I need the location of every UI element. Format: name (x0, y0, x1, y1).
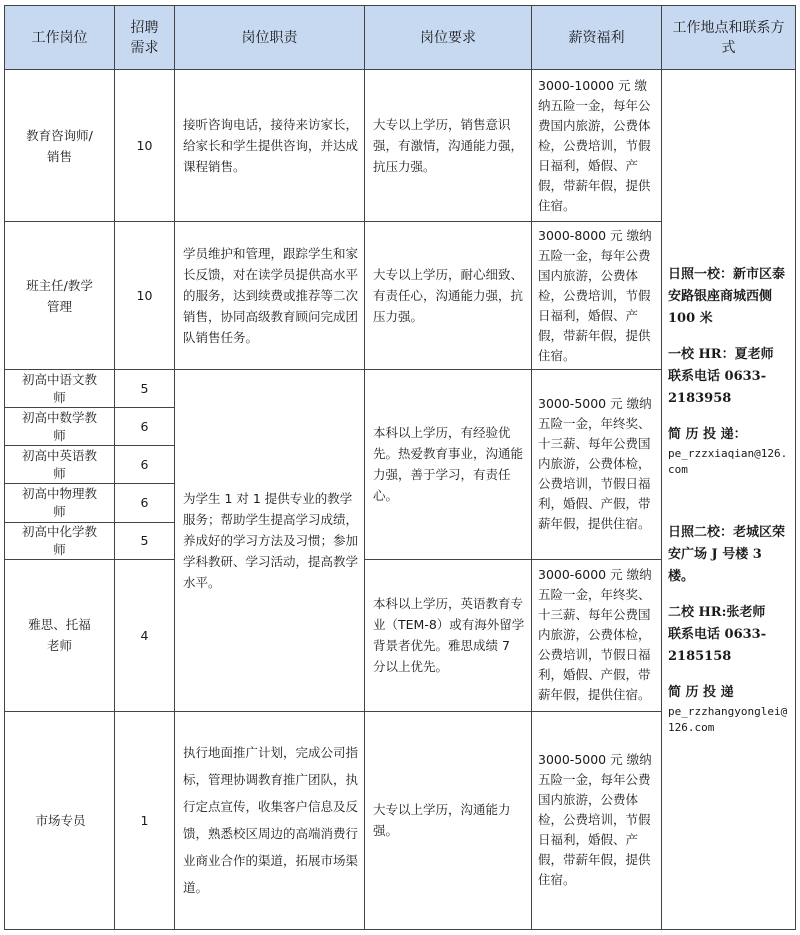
position-cell: 初高中语文教师 (5, 370, 115, 408)
duty-cell: 学员维护和管理，跟踪学生和家长反馈，对在读学员提供高水平的服务，达到续费或推荐等二次销售，协同高级教育顾问完成团队销售任务。 (175, 222, 365, 370)
requirement-cell: 大专以上学历，沟通能力强。 (365, 711, 532, 929)
header-row (5, 6, 796, 70)
school2-phone: 联系电话 0633-2185158 (668, 626, 767, 664)
position-cell: 初高中英语教师 (5, 446, 115, 484)
header-location-contact: 工作地点和联系方式 (662, 6, 796, 70)
position-cell: 雅思、托福老师 (5, 559, 115, 711)
school2-email[interactable]: pe_rzzhangyonglei@126.com (668, 704, 788, 734)
ielts-salary-cell: 3000-6000 元 缴纳五险一金，年终奖、十三薪、每年公费国内旅游，公费体检，公费培训，节假日福利，婚假、产假，带薪年假，提供住宿。 (532, 559, 662, 711)
school1-address: 日照一校：新市区泰安路银座商城西侧 100 米 (668, 266, 786, 326)
contact-cell (662, 70, 796, 930)
recruitment-table (4, 5, 796, 930)
school1-phone: 联系电话 0633-2183958 (668, 368, 767, 406)
teacher-requirement-cell: 本科以上学历，有经验优先。热爱教育事业，沟通能力强，善于学习，有责任心。 (365, 370, 532, 559)
school1-email[interactable]: pe_rzzxiaqian@126.com (668, 446, 788, 476)
school2-hr: 二校 HR:张老师 (668, 604, 766, 620)
count-cell: 10 (115, 70, 175, 222)
school1-hr: 一校 HR：夏老师 (668, 346, 774, 362)
school2-address: 日照二校：老城区荣安广场 J 号楼 3 楼。 (668, 524, 786, 584)
requirement-cell: 大专以上学历，耐心细致、有责任心，沟通能力强，抗压力强。 (365, 222, 532, 370)
count-cell: 6 (115, 484, 175, 522)
count-cell: 10 (115, 222, 175, 370)
count-cell: 5 (115, 522, 175, 559)
position-cell: 初高中物理教师 (5, 484, 115, 522)
position-cell: 市场专员 (5, 711, 115, 929)
count-cell: 4 (115, 559, 175, 711)
duty-cell: 执行地面推广计划，完成公司指标，管理协调教育推广团队，执行定点宣传，收集客户信息及反馈，熟悉校区周边的高端消费行业商业合作的渠道，拓展市场渠道。 (175, 711, 365, 929)
header-position: 工作岗位 (5, 6, 115, 70)
position-cell: 班主任/教学管理 (5, 222, 115, 370)
salary-cell: 3000-10000 元 缴纳五险一金，每年公费国内旅游，公费体检，公费培训，节假日福利，婚假、产假，带薪年假，提供住宿。 (532, 70, 662, 222)
count-cell: 5 (115, 370, 175, 408)
school2-resume-label: 简 历 投 递 (668, 684, 734, 700)
position-cell: 初高中化学教师 (5, 522, 115, 559)
duty-cell: 接听咨询电话，接待来访家长，给家长和学生提供咨询，并达成课程销售。 (175, 70, 365, 222)
count-cell: 6 (115, 408, 175, 446)
requirement-cell: 大专以上学历，销售意识强，有激情，沟通能力强，抗压力强。 (365, 70, 532, 222)
ielts-requirement-cell: 本科以上学历，英语教育专业（TEM-8）或有海外留学背景者优先。雅思成绩 7 分以上优先。 (365, 559, 532, 711)
header-count: 招聘需求 (115, 6, 175, 70)
salary-cell: 3000-5000 元 缴纳五险一金，每年公费国内旅游，公费体检，公费培训，节假日福利，婚假、产假，带薪年假，提供住宿。 (532, 711, 662, 929)
header-requirement: 岗位要求 (365, 6, 532, 70)
teacher-duty-cell: 为学生 1 对 1 提供专业的教学服务；帮助学生提高学习成绩，养成好的学习方法及习惯；参加学科教研、学习活动，提高教学水平。 (175, 370, 365, 711)
school1-resume-label: 简 历 投 递： (668, 426, 747, 442)
position-cell: 教育咨询师/销售 (5, 70, 115, 222)
position-cell: 初高中数学教师 (5, 408, 115, 446)
teacher-salary-cell: 3000-5000 元 缴纳五险一金，年终奖、十三薪、每年公费国内旅游，公费体检，公费培训，节假日福利，婚假、产假，带薪年假，提供住宿。 (532, 370, 662, 559)
header-duty: 岗位职责 (175, 6, 365, 70)
count-cell: 1 (115, 711, 175, 929)
count-cell: 6 (115, 446, 175, 484)
header-salary: 薪资福利 (532, 6, 662, 70)
table-row (5, 70, 796, 222)
salary-cell: 3000-8000 元 缴纳五险一金，每年公费国内旅游，公费体检，公费培训，节假日福利，婚假、产假，带薪年假，提供住宿。 (532, 222, 662, 370)
